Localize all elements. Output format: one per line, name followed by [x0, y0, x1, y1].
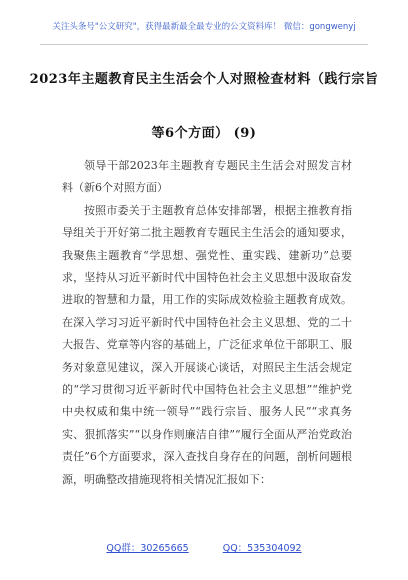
header-note: 关注头条号"公文研究"，获得最新最全最专业的公文资料库！ 微信：gongwenyj	[52, 22, 356, 32]
paragraph-subtitle: 领导干部2023年主题教育专题民主生活会对照发言材料（新6个对照方面）	[62, 159, 352, 195]
paragraph-main: 按照市委关于主题教育总体安排部署，根据主推教育指导组关于开好第二批主题教育专题民主生活会的通知要求，我聚焦主题教育“学思想、强党性、重实践、建新功”总要求，坚持从习近平新时代中国特色社会主义思想中汲取奋发进取的智慧和力量，用工作的实际成效检验主题教育成效。在深入学习习近平新时代中国特色社会主义思想、党的二十大报告、党章等内容的基础上，广泛征求单位干部职工、服务对象意见建议，深入开展谈心谈话，对照民主生活会规定的“学习贯彻习近平新时代中国特色社会主义思想”“维护党中央权威和集中统一领导”“践行宗旨、服务人民”“求真务实、狠抓落实”“以身作则廉洁自律”“履行全面从严治党政治责任”6个方面要求，深入查找自身存在的问题，剖析问题根源，明确整改措施现将相关情况汇报如下：	[62, 203, 352, 486]
footer-contact	[0, 540, 408, 554]
qq-group-link[interactable]: QQ群：30265665	[106, 543, 189, 554]
header-divider	[40, 44, 368, 45]
document-title-line2: 等6个方面） (9)	[151, 126, 257, 141]
document-title-line1: 2023年主题教育民主生活会个人对照检查材料（践行宗旨	[29, 72, 379, 87]
document-body	[62, 155, 352, 491]
qq-contact-link[interactable]: QQ：535304092	[222, 543, 302, 554]
